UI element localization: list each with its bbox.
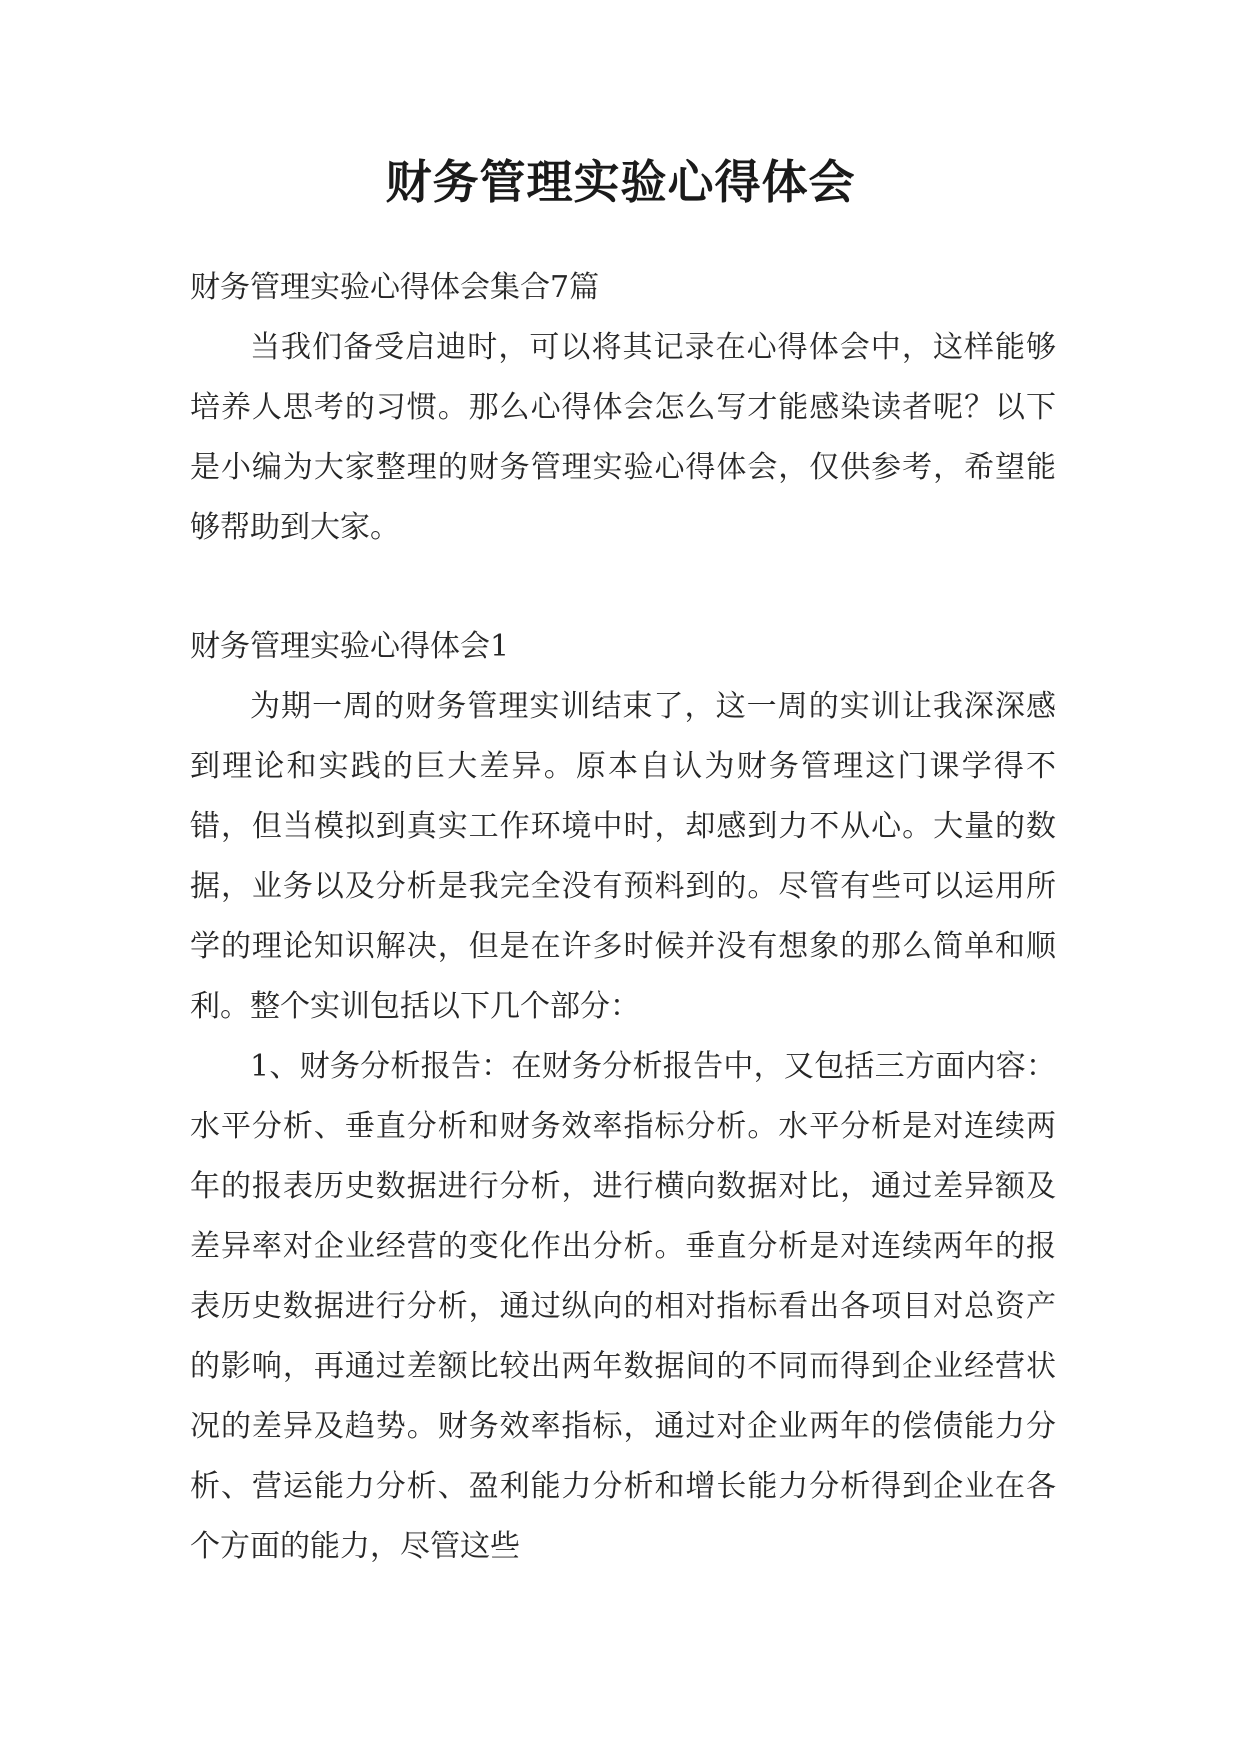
intro-paragraph: 当我们备受启迪时，可以将其记录在心得体会中，这样能够培养人思考的习惯。那么心得体会怎么写才能感染读者呢？以下是小编为大家整理的财务管理实验心得体会，仅供参考，希望能够帮助到大家。 [190, 330, 1056, 545]
body-paragraph: 为期一周的财务管理实训结束了，这一周的实训让我深深感到理论和实践的巨大差异。原本自认为财务管理这门课学得不错，但当模拟到真实工作环境中时，却感到力不从心。大量的数据，业务以及分析是我完全没有预料到的。尽管有些可以运用所学的理论知识解决，但是在许多时候并没有想象的那么简单和顺利。整个实训包括以下几个部分： [190, 689, 1056, 1024]
document-title: 财务管理实验心得体会 [385, 155, 856, 209]
document-body [190, 258, 1056, 1577]
body-paragraph: 1、财务分析报告：在财务分析报告中，又包括三方面内容：水平分析、垂直分析和财务效率指标分析。水平分析是对连续两年的报表历史数据进行分析，进行横向数据对比，通过差异额及差异率对企业经营的变化作出分析。垂直分析是对连续两年的报表历史数据进行分析，通过纵向的相对指标看出各项目对总资产的影响，再通过差额比较出两年数据间的不同而得到企业经营状况的差异及趋势。财务效率指标，通过对企业两年的偿债能力分析、营运能力分析、盈利能力分析和增长能力分析得到企业在各个方面的能力，尽管这些 [190, 1049, 1056, 1564]
section-subtitle-part-1: 财务管理实验心得体会1 [190, 629, 510, 664]
section-gap [190, 558, 1056, 617]
section-subtitle-collection: 财务管理实验心得体会集合7篇 [190, 270, 600, 305]
